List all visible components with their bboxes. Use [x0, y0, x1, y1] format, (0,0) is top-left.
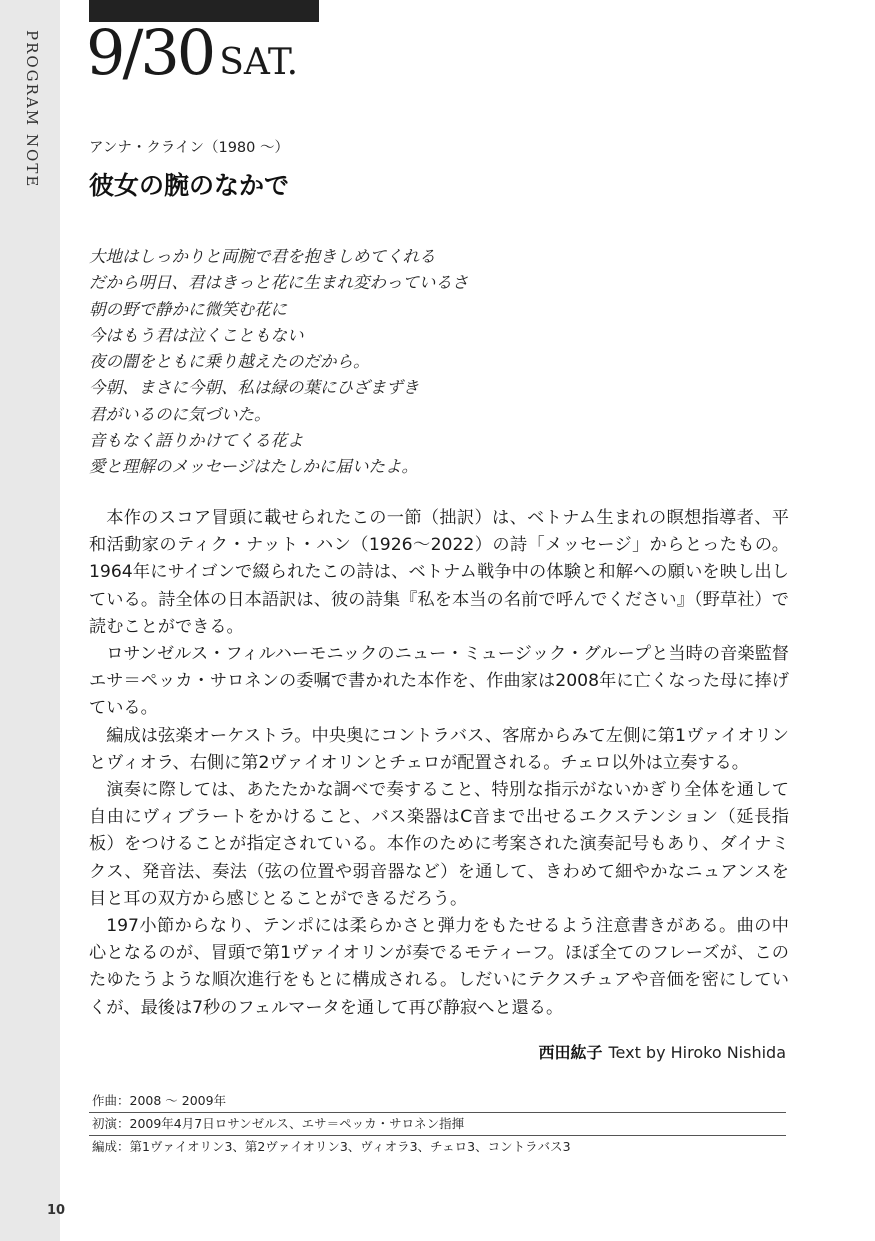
work-info-table [89, 1090, 786, 1158]
poem-line: 今朝、まさに今朝、私は緑の葉にひざまずき [89, 378, 419, 398]
composer-name: アンナ・クライン（1980 ～） [89, 140, 289, 156]
info-instrumentation: 編成：第1ヴァイオリン3、第2ヴァイオリン3、ヴィオラ3、チェロ3、コントラバス3 [92, 1139, 571, 1154]
page-number: 10 [47, 1203, 66, 1218]
info-composed: 作曲：2008 ～ 2009年 [89, 1090, 786, 1113]
date-number: 9/30 [86, 16, 214, 89]
body-paragraph: 編成は弦楽オーケストラ。中央奥にコントラバス、客席からみて左側に第1ヴァイオリンとヴィオラ、右側に第2ヴァイオリンとチェロが配置される。チェロ以外は立奏する。 [89, 725, 789, 773]
program-note-body [89, 505, 789, 1022]
author-credit [538, 1040, 786, 1063]
work-title: 彼女の腕のなかで [89, 171, 290, 200]
concert-date [86, 16, 299, 89]
body-paragraph: ロサンゼルス・フィルハーモニックのニュー・ミュージック・グループと当時の音楽監督エサ＝ペッカ・サロネンの委嘱で書かれた本作を、作曲家は2008年に亡くなった母に捧げている。 [89, 644, 789, 719]
poem [89, 244, 789, 481]
date-weekday: SAT. [219, 42, 299, 83]
body-paragraph: 197小節からなり、テンポには柔らかさと弾力をもたせるよう注意書きがある。曲の中心となるのが、冒頭で第1ヴァイオリンが奏でるモティーフ。ほぼ全てのフレーズが、このたゆたうような順次進行をもとに構成される。しだいにテクスチュアや音価を密にしていくが、最後は7秒のフェルマータを通して再び静寂へと還る。 [89, 916, 789, 1018]
poem-line: 夜の闇をともに乗り越えたのだから。 [89, 352, 370, 372]
section-label: PROGRAM NOTE [23, 30, 41, 189]
body-paragraph: 演奏に際しては、あたたかな調べで奏すること、特別な指示がないかぎり全体を通して自由にヴィブラートをかけること、バス楽器はC音まで出せるエクステンション（延長指板）をつけることが指定されている。本作のために考案された演奏記号もあり、ダイナミクス、発音法、奏法（弦の位置や弱音器など）を通して、きわめて細やかなニュアンスを目と耳の双方から感じとることができるだろう。 [89, 780, 789, 909]
poem-line: 大地はしっかりと両腕で君を抱きしめてくれる [89, 247, 436, 266]
author-name-en: Text by Hiroko Nishida [608, 1043, 786, 1062]
body-paragraph: 本作のスコア冒頭に載せられたこの一節（拙訳）は、ベトナム生まれの瞑想指導者、平和活動家のティク・ナット・ハン（1926～2022）の詩「メッセージ」からとったもの。1964年にサイゴンで綴られたこの詩は、ベトナム戦争中の体験と和解への願いを映し出している。詩全体の日本語訳は、彼の詩集『私を本当の名前で呼んでください』（野草社）で読むことができる。 [89, 508, 789, 637]
poem-line: 今はもう君は泣くこともない [89, 325, 304, 345]
author-name-jp: 西田紘子 [538, 1043, 603, 1062]
poem-line: 君がいるのに気づいた。 [89, 404, 271, 424]
sidebar [0, 0, 66, 1241]
poem-line: 朝の野で静かに微笑む花に [89, 299, 287, 319]
poem-line: だから明日、君はきっと花に生まれ変わっているさ [89, 273, 469, 293]
poem-line: 音もなく語りかけてくる花よ [89, 431, 304, 451]
info-premiere: 初演：2009年4月7日ロサンゼルス、エサ＝ペッカ・サロネン指揮 [89, 1113, 786, 1136]
poem-line: 愛と理解のメッセージはたしかに届いたよ。 [89, 457, 419, 477]
